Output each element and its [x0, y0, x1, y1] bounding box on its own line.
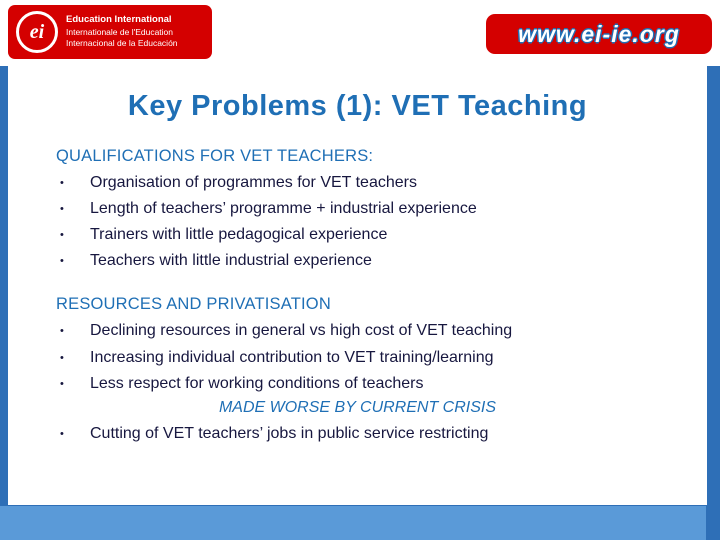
ei-logo-icon: [16, 11, 58, 53]
bullet-text: Trainers with little pedagogical experience: [90, 226, 388, 244]
bullet-text: Teachers with little industrial experience: [90, 252, 372, 270]
bullet-text: Length of teachers’ programme + industrial experience: [90, 200, 477, 218]
slide-title: Key Problems (1): VET Teaching: [127, 90, 588, 122]
bullet-marker: •: [60, 229, 64, 242]
bullet-marker: •: [60, 377, 64, 390]
section-heading: QUALIFICATIONS FOR VET TEACHERS:: [56, 147, 374, 165]
section-qualifications: [8, 147, 707, 271]
bullet-marker: •: [60, 427, 64, 440]
bullet-item: [8, 320, 707, 341]
bullet-item: [8, 198, 707, 219]
bullet-item: [8, 250, 707, 271]
bullet-marker: •: [60, 325, 64, 338]
logo-text: [66, 14, 178, 50]
bullet-text: Declining resources in general vs high cost of VET teaching: [90, 322, 513, 340]
header: [0, 0, 720, 66]
bullet-text: Organisation of programmes for VET teachers: [90, 174, 417, 191]
logo-line-es: Internacional de la Educación: [66, 38, 178, 49]
bullet-item: [8, 172, 707, 193]
ei-logo-letters: ei: [29, 20, 45, 43]
bullet-item: [8, 423, 707, 444]
bullet-list: [8, 423, 707, 444]
bullet-item: [8, 224, 707, 245]
bullet-marker: •: [60, 203, 64, 216]
bullet-text: Increasing individual contribution to VET training/learning: [90, 348, 494, 366]
section-resources: [8, 295, 707, 443]
bullet-marker: •: [60, 255, 64, 268]
crisis-note: MADE WORSE BY CURRENT CRISIS: [218, 398, 497, 416]
bullet-item: [8, 373, 707, 394]
bullet-list: [8, 172, 707, 271]
logo-line-fr: Internationale de l'Education: [66, 26, 174, 37]
section-heading: RESOURCES AND PRIVATISATION: [56, 295, 331, 314]
website-badge: [486, 14, 712, 54]
ei-logo-block: [8, 5, 212, 59]
bullet-text: Cutting of VET teachers’ jobs in public service restricting: [90, 424, 489, 442]
bullet-text: Less respect for working conditions of teachers: [90, 374, 424, 392]
logo-line-en: Education International: [66, 14, 172, 26]
website-url: www.ei-ie.org: [518, 20, 680, 47]
bullet-list: [8, 320, 707, 393]
footer-bar: [0, 506, 706, 540]
bullet-item: [8, 347, 707, 368]
bullet-marker: •: [60, 177, 64, 189]
slide-content: [8, 66, 707, 505]
bullet-marker: •: [60, 351, 64, 364]
